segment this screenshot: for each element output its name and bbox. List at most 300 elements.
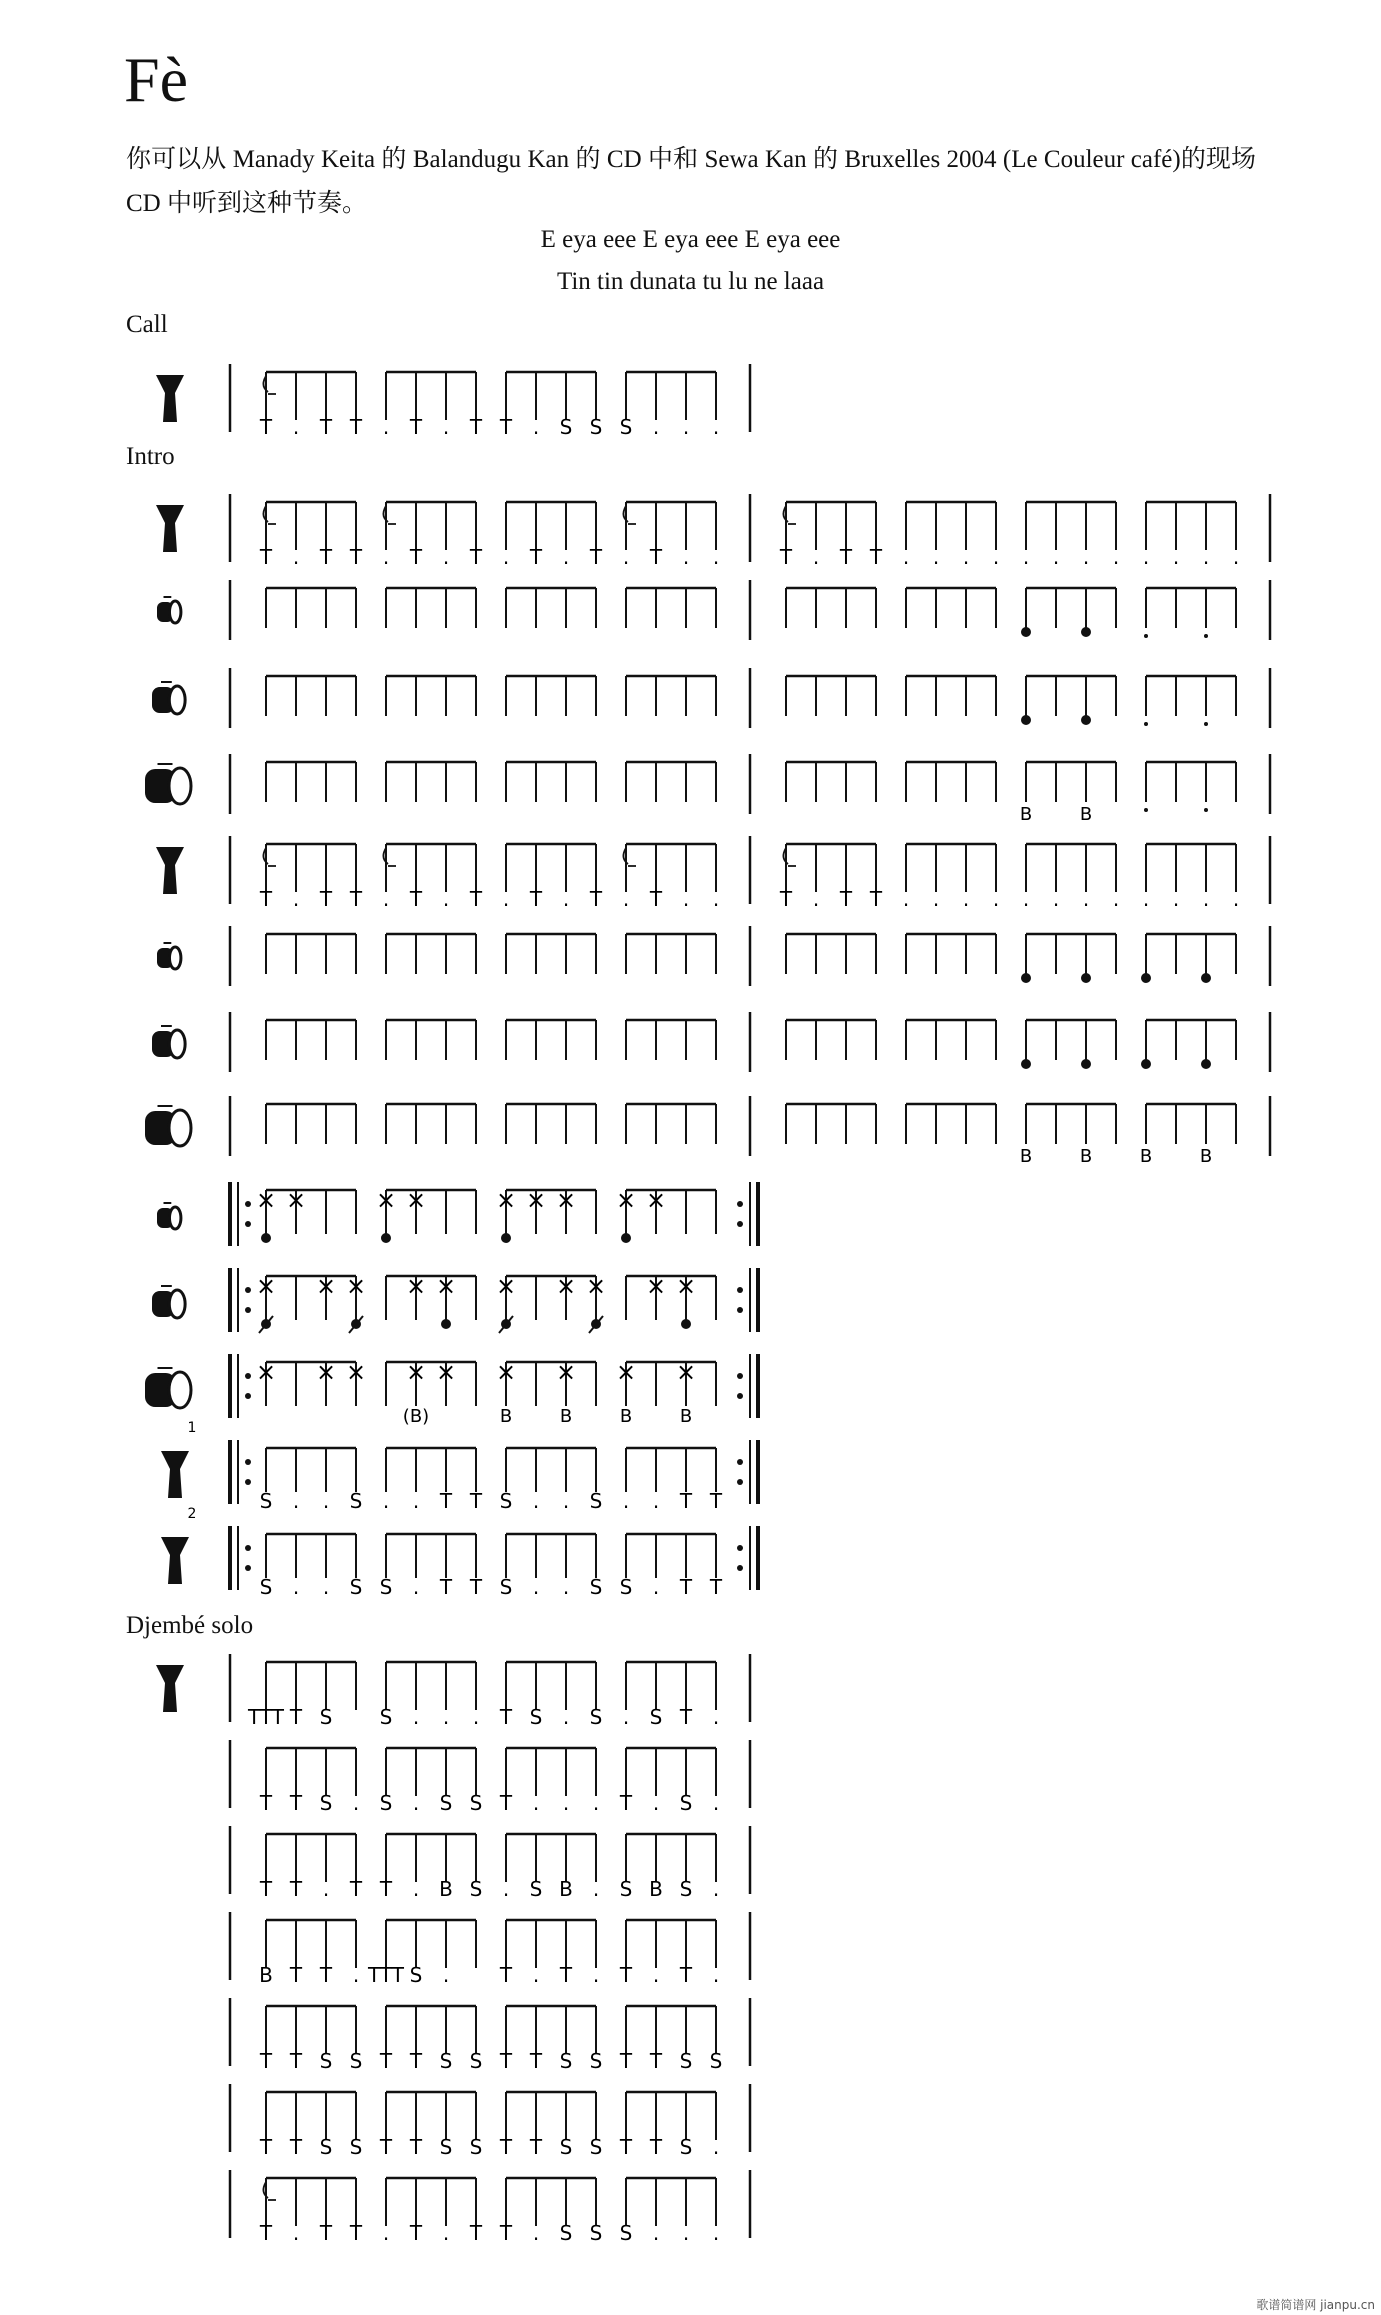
djembe-note: . [712,2221,720,2245]
beam-group [1146,762,1236,802]
beam-group [386,2006,476,2054]
djembe-note: . [562,1489,570,1513]
djembe-note: B [559,1877,573,1901]
bell-note: B [619,1406,633,1427]
section-heading-intro: Intro [126,443,175,470]
beam-group [386,934,476,974]
djembe-note: . [902,545,910,569]
open-note [1081,715,1091,725]
djembe-note: . [562,1791,570,1815]
djembe-note: . [812,887,820,911]
djembe-note: . [322,1877,330,1901]
beam-group [626,1362,716,1406]
repeat-dot [737,1479,743,1485]
muted-stroke: × [525,1186,547,1214]
djembe-note: S [469,2135,483,2159]
beam-group [506,934,596,974]
djembe-note: . [562,545,570,569]
djembe-note: B [259,1963,273,1987]
beam-group [506,2178,596,2226]
djembe-note: TTT [248,1705,284,1729]
beam-group [266,2178,356,2226]
beam-group [626,1920,716,1968]
djembe-note: . [532,1489,540,1513]
djembe-note: . [352,1963,360,1987]
djembe-note: . [712,1963,720,1987]
djembe-note: . [292,2221,300,2245]
repeat-dot [737,1459,743,1465]
dundunba-icon [145,1106,191,1146]
bell-note: B [1019,804,1033,825]
kenkeni-icon [157,597,181,623]
djembe-note: . [532,1963,540,1987]
repeat-dot [245,1373,251,1379]
muted-stroke: × [495,1272,517,1300]
beam-group [626,1020,716,1060]
repeat-dot [737,1307,743,1313]
repeat-dot [245,1479,251,1485]
open-note [1021,973,1031,983]
open-note [501,1233,511,1243]
djembe-note: T [709,1489,723,1513]
beam-group [266,1662,356,1710]
djembe-note: S [589,2135,603,2159]
djembe-note: . [442,1963,450,1987]
beam-group [386,2092,476,2140]
beam-group [626,2178,716,2226]
djembe-note: S [559,2135,573,2159]
beam-group [786,1020,876,1060]
djembe-note: T [379,2135,393,2159]
repeat-dot [245,1287,251,1293]
djembe-note: T [289,1791,303,1815]
beam-group [386,1748,476,1796]
muted-stroke: × [405,1358,427,1386]
djembe-note: . [292,1575,300,1599]
djembe-note: T [839,887,853,911]
beam-group [266,1534,356,1578]
beam-group [386,588,476,628]
muted-stroke: × [345,1272,367,1300]
djembe-note: TTT [368,1963,404,1987]
djembe-note: . [652,1489,660,1513]
bell-note: B [1019,1146,1033,1167]
open-note [681,1319,691,1329]
djembe-note: S [589,1705,603,1729]
djembe-note: S [499,1489,513,1513]
beam-group [386,502,476,550]
djembe-note: T [319,2221,333,2245]
muted-stroke: × [315,1358,337,1386]
djembe-note: T [649,545,663,569]
dundunba-icon [145,1368,191,1408]
djembe-note: S [349,2135,363,2159]
beam-group [1146,502,1236,550]
djembe-note: T [589,545,603,569]
beam-group [266,372,356,420]
djembe-icon [156,1665,184,1712]
djembe-note: T [499,1963,513,1987]
muted-stroke: × [405,1272,427,1300]
beam-group [626,2092,716,2140]
beam-group [266,1448,356,1492]
open-note [1141,973,1151,983]
beam-group [626,1834,716,1882]
beam-group [626,1534,716,1578]
repeat-dot [737,1393,743,1399]
djembe-note: . [532,2221,540,2245]
muted-stroke: × [555,1272,577,1300]
djembe-note: . [292,1489,300,1513]
djembe-note: T [259,1791,273,1815]
djembe-note: T [379,1877,393,1901]
djembe-note: S [619,1575,633,1599]
djembe-note: S [559,2049,573,2073]
djembe-note: . [712,1705,720,1729]
djembe-note: T [349,2221,363,2245]
beam-group [626,502,716,550]
open-note [1201,1059,1211,1069]
beam-group [626,762,716,802]
beam-group [506,502,596,550]
djembe-note: . [532,1575,540,1599]
djembe-icon [156,375,184,422]
djembe-note: T [649,2135,663,2159]
djembe-note: T [409,415,423,439]
beam-group [786,762,876,802]
djembe-note: S [469,1791,483,1815]
djembe-note: T [289,2135,303,2159]
repeat-dot [245,1307,251,1313]
djembe-note: . [712,1877,720,1901]
beam-group [626,844,716,892]
djembe-note: T [619,2049,633,2073]
djembe-note: T [869,887,883,911]
beam-group [1146,1104,1236,1144]
djembe-note: . [382,415,390,439]
muted-stroke: × [435,1272,457,1300]
djembe-note: S [379,1575,393,1599]
beam-group [626,1748,716,1796]
djembe-note: T [529,887,543,911]
djembe-note: T [499,2049,513,2073]
djembe-note: T [289,1705,303,1729]
muted-stroke: × [645,1186,667,1214]
djembe-note: . [1052,887,1060,911]
beam-group [506,2006,596,2054]
beam-group [506,1534,596,1578]
djembe-note: . [652,415,660,439]
djembe-note: . [1022,887,1030,911]
beam-group [386,676,476,716]
djembe-note: . [712,415,720,439]
djembe-note: S [679,1791,693,1815]
djembe-note: S [709,2049,723,2073]
beam-group [506,1662,596,1710]
djembe-note: S [619,1877,633,1901]
djembe-note: . [622,887,630,911]
djembe-note: . [292,415,300,439]
djembe-note: S [319,2135,333,2159]
djembe-icon [161,1451,189,1498]
djembe-note: . [1202,545,1210,569]
open-note [1021,627,1031,637]
djembe-note: T [499,2135,513,2159]
sangban-icon [152,682,185,714]
djembe-note: . [562,1705,570,1729]
open-note [261,1233,271,1243]
djembe-note: T [709,1575,723,1599]
djembe-note: . [502,1877,510,1901]
djembe-note: S [529,1705,543,1729]
beam-group [506,588,596,628]
page-title: Fè [124,44,188,115]
beam-group [266,1276,356,1320]
djembe-note: S [469,1877,483,1901]
djembe-note: . [1022,545,1030,569]
sangban-icon [152,1026,185,1058]
djembe-note: S [589,415,603,439]
djembe-note: T [529,545,543,569]
djembe-note: T [259,2135,273,2159]
beam-group [626,588,716,628]
sangban-icon [152,1286,185,1318]
muted-stroke: × [315,1272,337,1300]
djembe-note: . [382,2221,390,2245]
muted-stroke: × [345,1358,367,1386]
djembe-note: T [289,1963,303,1987]
beam-group [506,844,596,892]
beam-group [1146,1020,1236,1060]
djembe-note: . [442,887,450,911]
djembe-note: . [652,1791,660,1815]
djembe-note: . [1082,887,1090,911]
beam-group [626,1662,716,1710]
beam-group [266,1190,356,1234]
beam-group [906,1104,996,1144]
open-note [381,1233,391,1243]
djembe-note: B [439,1877,453,1901]
beam-group [386,1362,476,1406]
djembe-note: S [589,1489,603,1513]
beam-group [506,2092,596,2140]
djembe-note: S [679,2049,693,2073]
beam-group [506,1748,596,1796]
djembe-note: S [319,1705,333,1729]
bell-note: B [1079,804,1093,825]
djembe-note: . [812,545,820,569]
repeat-dot [737,1565,743,1571]
variation-number: 2 [187,1506,197,1522]
djembe-note: T [619,1791,633,1815]
djembe-note: . [652,1963,660,1987]
djembe-note: S [259,1575,273,1599]
beam-group [386,1020,476,1060]
djembe-note: . [712,1791,720,1815]
beam-group [506,1276,596,1320]
djembe-note: S [319,2049,333,2073]
djembe-note: . [992,887,1000,911]
djembe-note: S [349,2049,363,2073]
muted-stroke: × [615,1186,637,1214]
djembe-note: . [682,415,690,439]
muted-stroke: × [585,1272,607,1300]
beam-group [1026,934,1116,974]
djembe-note: . [472,1705,480,1729]
rest-dot [1204,722,1208,726]
beam-group [506,1834,596,1882]
djembe-note: T [439,1489,453,1513]
beam-group [386,372,476,420]
muted-stroke: × [285,1186,307,1214]
djembe-note: S [619,415,633,439]
beam-group [266,588,356,628]
repeat-dot [737,1221,743,1227]
djembe-note: S [589,2221,603,2245]
djembe-note: . [442,1705,450,1729]
djembe-note: . [1052,545,1060,569]
muted-stroke: × [645,1272,667,1300]
djembe-note: T [259,887,273,911]
djembe-note: T [319,415,333,439]
beam-group [1026,762,1116,802]
djembe-note: T [499,1705,513,1729]
muted-stroke: × [555,1186,577,1214]
beam-group [1026,844,1116,892]
djembe-note: T [409,887,423,911]
djembe-icon [161,1537,189,1584]
muted-stroke: × [495,1186,517,1214]
djembe-icon [156,505,184,552]
djembe-note: T [529,2049,543,2073]
beam-group [786,844,876,892]
beam-group [506,762,596,802]
beam-group [506,1362,596,1406]
djembe-note: S [649,1705,663,1729]
beam-group [266,1020,356,1060]
djembe-note: S [499,1575,513,1599]
repeat-dot [737,1287,743,1293]
djembe-note: . [1142,887,1150,911]
djembe-note: T [619,2135,633,2159]
open-note [1081,973,1091,983]
djembe-note: . [622,1489,630,1513]
djembe-note: . [442,415,450,439]
rest-dot [1204,634,1208,638]
muted-stroke: × [255,1358,277,1386]
djembe-note: . [1112,887,1120,911]
djembe-icon [156,847,184,894]
djembe-note: S [409,1963,423,1987]
djembe-note: S [379,1705,393,1729]
section-heading-solo: Djembé solo [126,1612,254,1639]
djembe-note: T [379,2049,393,2073]
beam-group [786,502,876,550]
djembe-note: T [649,887,663,911]
beam-group [906,762,996,802]
djembe-note: T [679,1963,693,1987]
djembe-note: . [412,1791,420,1815]
section-heading-call: Call [126,311,168,338]
djembe-note: S [349,1575,363,1599]
djembe-note: . [962,887,970,911]
bell-note: B [1199,1146,1213,1167]
bell-note: B [499,1406,513,1427]
repeat-dot [737,1545,743,1551]
djembe-note: T [469,887,483,911]
djembe-note: T [349,415,363,439]
rest-dot [1204,808,1208,812]
beam-group [626,1276,716,1320]
djembe-note: . [1172,887,1180,911]
djembe-note: T [319,1963,333,1987]
beam-group [786,676,876,716]
beam-group [906,1020,996,1060]
djembe-note: . [1112,545,1120,569]
beam-group [506,1448,596,1492]
djembe-note: T [469,1575,483,1599]
beam-group [1026,502,1116,550]
djembe-note: . [682,887,690,911]
djembe-note: S [679,1877,693,1901]
djembe-note: S [259,1489,273,1513]
djembe-note: . [322,1575,330,1599]
djembe-note: T [869,545,883,569]
djembe-note: T [409,2049,423,2073]
beam-group [1146,934,1236,974]
djembe-note: T [349,1877,363,1901]
repeat-dot [245,1221,251,1227]
djembe-note: S [589,1575,603,1599]
open-note [1021,1059,1031,1069]
djembe-note: . [382,545,390,569]
beam-group [506,1190,596,1234]
djembe-note: . [712,887,720,911]
repeat-dot [737,1201,743,1207]
djembe-note: . [592,1963,600,1987]
bell-note: B [1079,1146,1093,1167]
djembe-note: . [652,2221,660,2245]
beam-group [266,1834,356,1882]
djembe-note: T [259,415,273,439]
djembe-note: . [562,1575,570,1599]
beam-group [786,588,876,628]
beam-group [266,676,356,716]
beam-group [266,1920,356,1968]
bell-note: B [1139,1146,1153,1167]
kenkeni-icon [157,1203,181,1229]
beam-group [506,1020,596,1060]
beam-group [1146,844,1236,892]
djembe-note: . [932,545,940,569]
djembe-note: . [682,2221,690,2245]
rest-dot [1144,634,1148,638]
repeat-dot [245,1393,251,1399]
djembe-note: . [622,545,630,569]
djembe-note: . [902,887,910,911]
beam-group [1026,676,1116,716]
beam-group [506,1920,596,1968]
muted-stroke: × [405,1186,427,1214]
open-note [1021,715,1031,725]
djembe-note: T [409,2135,423,2159]
muted-stroke: × [675,1358,697,1386]
open-note [1141,1059,1151,1069]
djembe-note: S [319,1791,333,1815]
beam-group [626,372,716,420]
djembe-note: . [1082,545,1090,569]
beam-group [906,502,996,550]
